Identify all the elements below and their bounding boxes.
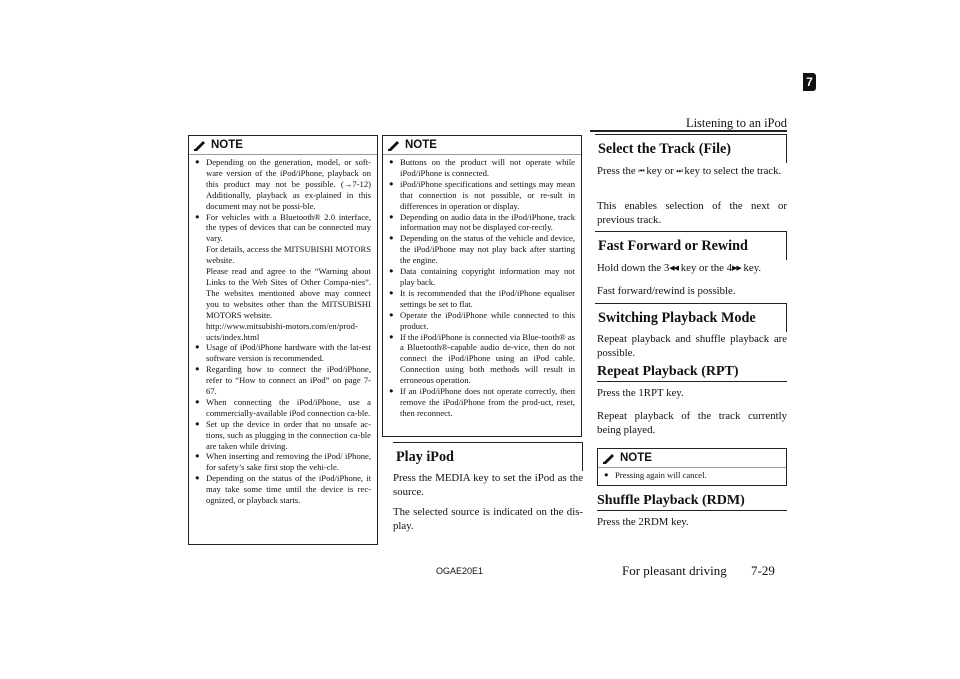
switching-para-1: Repeat playback and shuffle playback are possible. [597,333,787,359]
note-icon [603,452,615,464]
note-list [195,157,371,506]
text: key or the 4 [680,262,733,274]
note-item: ● Pressing again will cancel. [604,470,780,481]
note-item: ● It is recommended that the iPod/iPhone equaliser settings be set to flat. [389,288,575,310]
note-header [598,449,786,468]
note-icon [194,139,206,151]
note-item: ● Data containing copyright information may not play back. [389,266,575,288]
fast-forward-icon: ▶▶ [732,264,741,272]
chapter-tab: 7 [803,73,816,91]
section-heading-play-ipod: Play iPod [393,442,583,471]
subheading-repeat-playback: Repeat Playback (RPT) [597,364,787,382]
footer-section: For pleasant driving [622,563,727,578]
note-label: NOTE [620,452,652,464]
note-label: NOTE [211,139,243,151]
page-header-title: Listening to an iPod [685,116,787,130]
middle-note-box [382,135,582,437]
footer-page-number: 7-29 [751,563,775,578]
header-rule [590,130,787,132]
text: key. [743,262,762,274]
subheading-shuffle-playback: Shuffle Playback (RDM) [597,493,787,511]
note-item: ● Depending on the generation, model, or soft-ware version of the iPod/iPhone, playback on this product may not be possible. (→7-12) Additionally, playback as ex-plained in this document may not be possi-ble. [195,157,371,212]
left-note-box [188,135,378,545]
prev-track-icon: ⏮ [638,167,644,175]
play-ipod-para-1: Press the MEDIA key to set the iPod as the source. [393,472,583,498]
note-item: ● Regarding how to connect the iPod/iPhone, refer to “How to connect an iPod” on page 7-67. [195,364,371,397]
note-item: ● Buttons on the product will not operate while iPod/iPhone is connected. [389,157,575,179]
note-item: ● If the iPod/iPhone is connected via Blue-tooth® as a Bluetooth®-capable audio de-vice, then do not connect the iPod/iPhone using an iPod cable. Connection using both methods will result in erroneous operation. [389,332,575,387]
text: Hold down the 3 [597,262,670,274]
fast-forward-para-1 [597,262,787,276]
note-item: ● Operate the iPod/iPhone while connected to this product. [389,310,575,332]
section-heading-switching-playback: Switching Playback Mode [595,303,787,332]
rewind-icon: ◀◀ [669,264,679,272]
note-item: ● When connecting the iPod/iPhone, use a commercially-available iPod connection ca-ble. [195,397,371,419]
note-item: ● When inserting and removing the iPod/ iPhone, for safety’s sake first stop the vehi-cle. [195,451,371,473]
note-item: ● If an iPod/iPhone does not operate correctly, then remove the iPod/iPhone from the prod-uct, reset, then reconnect. [389,386,575,419]
text: Press the [597,165,636,177]
next-track-icon: ⏭ [676,167,682,175]
note-item: ● Depending on audio data in the iPod/iPhone, track information may not be displayed cor-rectly. [389,212,575,234]
note-item: ● Usage of iPod/iPhone hardware with the lat-est software version is recommended. [195,342,371,364]
note-item: ● For vehicles with a Bluetooth® 2.0 interface, the types of devices that can be connected may vary. For details, access the MITSUBISHI MOTORS website. Please read and agree to the “Warning about Links to the Web Sites of Other Compa-nies”. The websites mentioned above may connect you to websites other than the MITSUBISHI MOTORS website. http://www.mitsubishi-motors.com/en/prod-ucts/index.html [195,212,371,343]
fast-forward-para-2: Fast forward/rewind is possible. [597,285,736,297]
select-track-para-2: This enables selection of the next or previous track. [597,200,787,226]
right-note-box [597,448,787,486]
text: key to select the track. [684,165,782,177]
note-header [189,136,377,155]
note-icon [388,139,400,151]
repeat-para-2: Repeat playback of the track currently being played. [597,410,787,436]
play-ipod-para-2: The selected source is indicated on the dis-play. [393,506,583,532]
select-track-para-1 [597,165,787,179]
repeat-para-1: Press the 1RPT key. [597,387,684,399]
note-list [389,157,575,419]
note-list [604,470,780,481]
text: key or [646,165,674,177]
section-heading-fast-forward: Fast Forward or Rewind [595,231,787,260]
note-item: ● Depending on the status of the iPod/iPhone, it may take some time until the device is rec-ognized, or playback starts. [195,473,371,506]
note-item: ● Set up the device in order that no unsafe ac-tions, such as plugging in the connection ca-ble are taken while driving. [195,419,371,452]
section-heading-select-track: Select the Track (File) [595,134,787,163]
note-item: ● iPod/iPhone specifications and settings may mean that connection is not possible, or re-sult in differences in operation or display. [389,179,575,212]
footer-code: OGAE20E1 [436,566,484,576]
note-header [383,136,581,155]
shuffle-para-1: Press the 2RDM key. [597,516,689,528]
note-label: NOTE [405,139,437,151]
note-item: ● Depending on the status of the vehicle and device, the iPod/iPhone may not play back after starting the engine. [389,233,575,266]
